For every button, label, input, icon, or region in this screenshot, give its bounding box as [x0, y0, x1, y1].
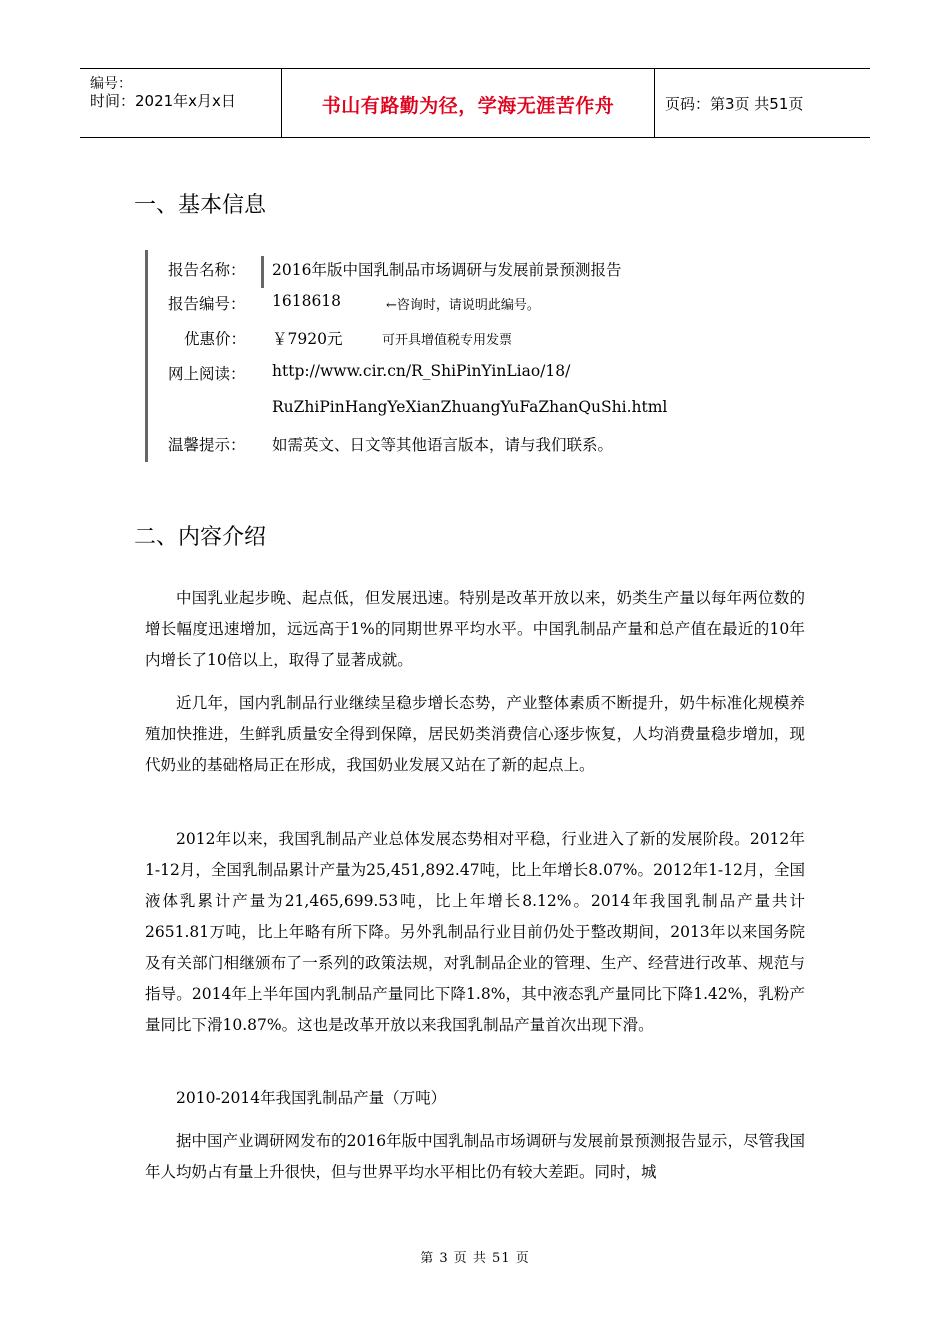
header-meta-cell — [80, 69, 282, 137]
report-url-line1[interactable]: http://www.cir.cn/R_ShiPinYinLiao/18/ — [272, 362, 571, 380]
paragraph-1: 中国乳业起步晚、起点低，但发展迅速。特别是改革开放以来，奶类生产量以每年两位数的增长幅度迅速增加，远远高于1%的同期世界平均水平。中国乳制品产量和总产值在最近的10年内增长了10倍以上，取得了显著成就。 — [145, 589, 805, 669]
basic-info-block — [145, 250, 748, 462]
price-note: 可开具增值税专用发票 — [382, 333, 513, 348]
report-url-line2[interactable]: RuZhiPinHangYeXianZhuangYuFaZhanQuShi.html — [272, 398, 668, 416]
page-header — [80, 68, 870, 138]
header-motto: 书山有路勤为径，学海无涯苦作舟 — [321, 95, 615, 117]
page-footer: 第 3 页 共 51 页 — [420, 1251, 530, 1266]
report-code-note: ←咨询时，请说明此编号。 — [386, 298, 540, 313]
paragraph-5: 据中国产业调研网发布的2016年版中国乳制品市场调研与发展前景预测报告显示，尽管我国年人均奶占有量上升很快，但与世界平均水平相比仍有较大差距。同时，城 — [145, 1132, 805, 1181]
price-label: 优惠价： — [184, 330, 247, 348]
paragraph-3: 2012年以来，我国乳制品产业总体发展态势相对平稳，行业进入了新的发展阶段。2012年1-12月，全国乳制品累计产量为25,451,892.47吨，比上年增长8.07%。2012年1-12月，全国液体乳累计产量为21,465,699.53吨，比上年增长8.12%。2014年我国乳制品产量共计2651.81万吨，比上年略有所下降。另外乳制品行业目前仍处于整改期间，2013年以来国务院及有关部门相继颁布了一系列的政策法规，对乳制品企业的管理、生产、经营进行改革、规范与指导。2014年上半年国内乳制品产量同比下降1.8%，其中液态乳产量同比下降1.42%，乳粉产量同比下滑10.87%。这也是改革开放以来我国乳制品产量首次出现下滑。 — [145, 830, 805, 1034]
section-title-basic-info: 一、基本信息 — [134, 193, 267, 218]
header-motto-cell — [282, 69, 655, 137]
report-code-label: 报告编号： — [168, 295, 246, 313]
info-divider — [261, 256, 264, 288]
report-name-value: 2016年版中国乳制品市场调研与发展前景预测报告 — [272, 261, 622, 279]
tip-value: 如需英文、日文等其他语言版本，请与我们联系。 — [272, 436, 614, 454]
tip-label: 温馨提示： — [168, 436, 246, 454]
header-page-cell — [655, 69, 870, 137]
report-name-label: 报告名称： — [168, 261, 246, 279]
document-date: 时间：2021年x月x日 — [90, 92, 236, 110]
online-read-label: 网上阅读： — [168, 365, 246, 383]
chart-caption: 2010-2014年我国乳制品产量（万吨） — [176, 1089, 447, 1107]
report-code-value: 1618618 — [272, 292, 342, 310]
section-title-content-intro: 二、内容介绍 — [134, 525, 267, 550]
paragraph-2: 近几年，国内乳制品行业继续呈稳步增长态势，产业整体素质不断提升，奶牛标准化规模养殖加快推进，生鲜乳质量安全得到保障，居民奶类消费信心逐步恢复，人均消费量稳步增加，现代奶业的基础格局正在形成，我国奶业发展又站在了新的起点上。 — [145, 694, 805, 774]
document-number: 编号： — [90, 76, 132, 92]
header-page-number: 页码：第3页 共51页 — [665, 95, 804, 113]
price-value: ￥7920元 — [272, 330, 343, 348]
